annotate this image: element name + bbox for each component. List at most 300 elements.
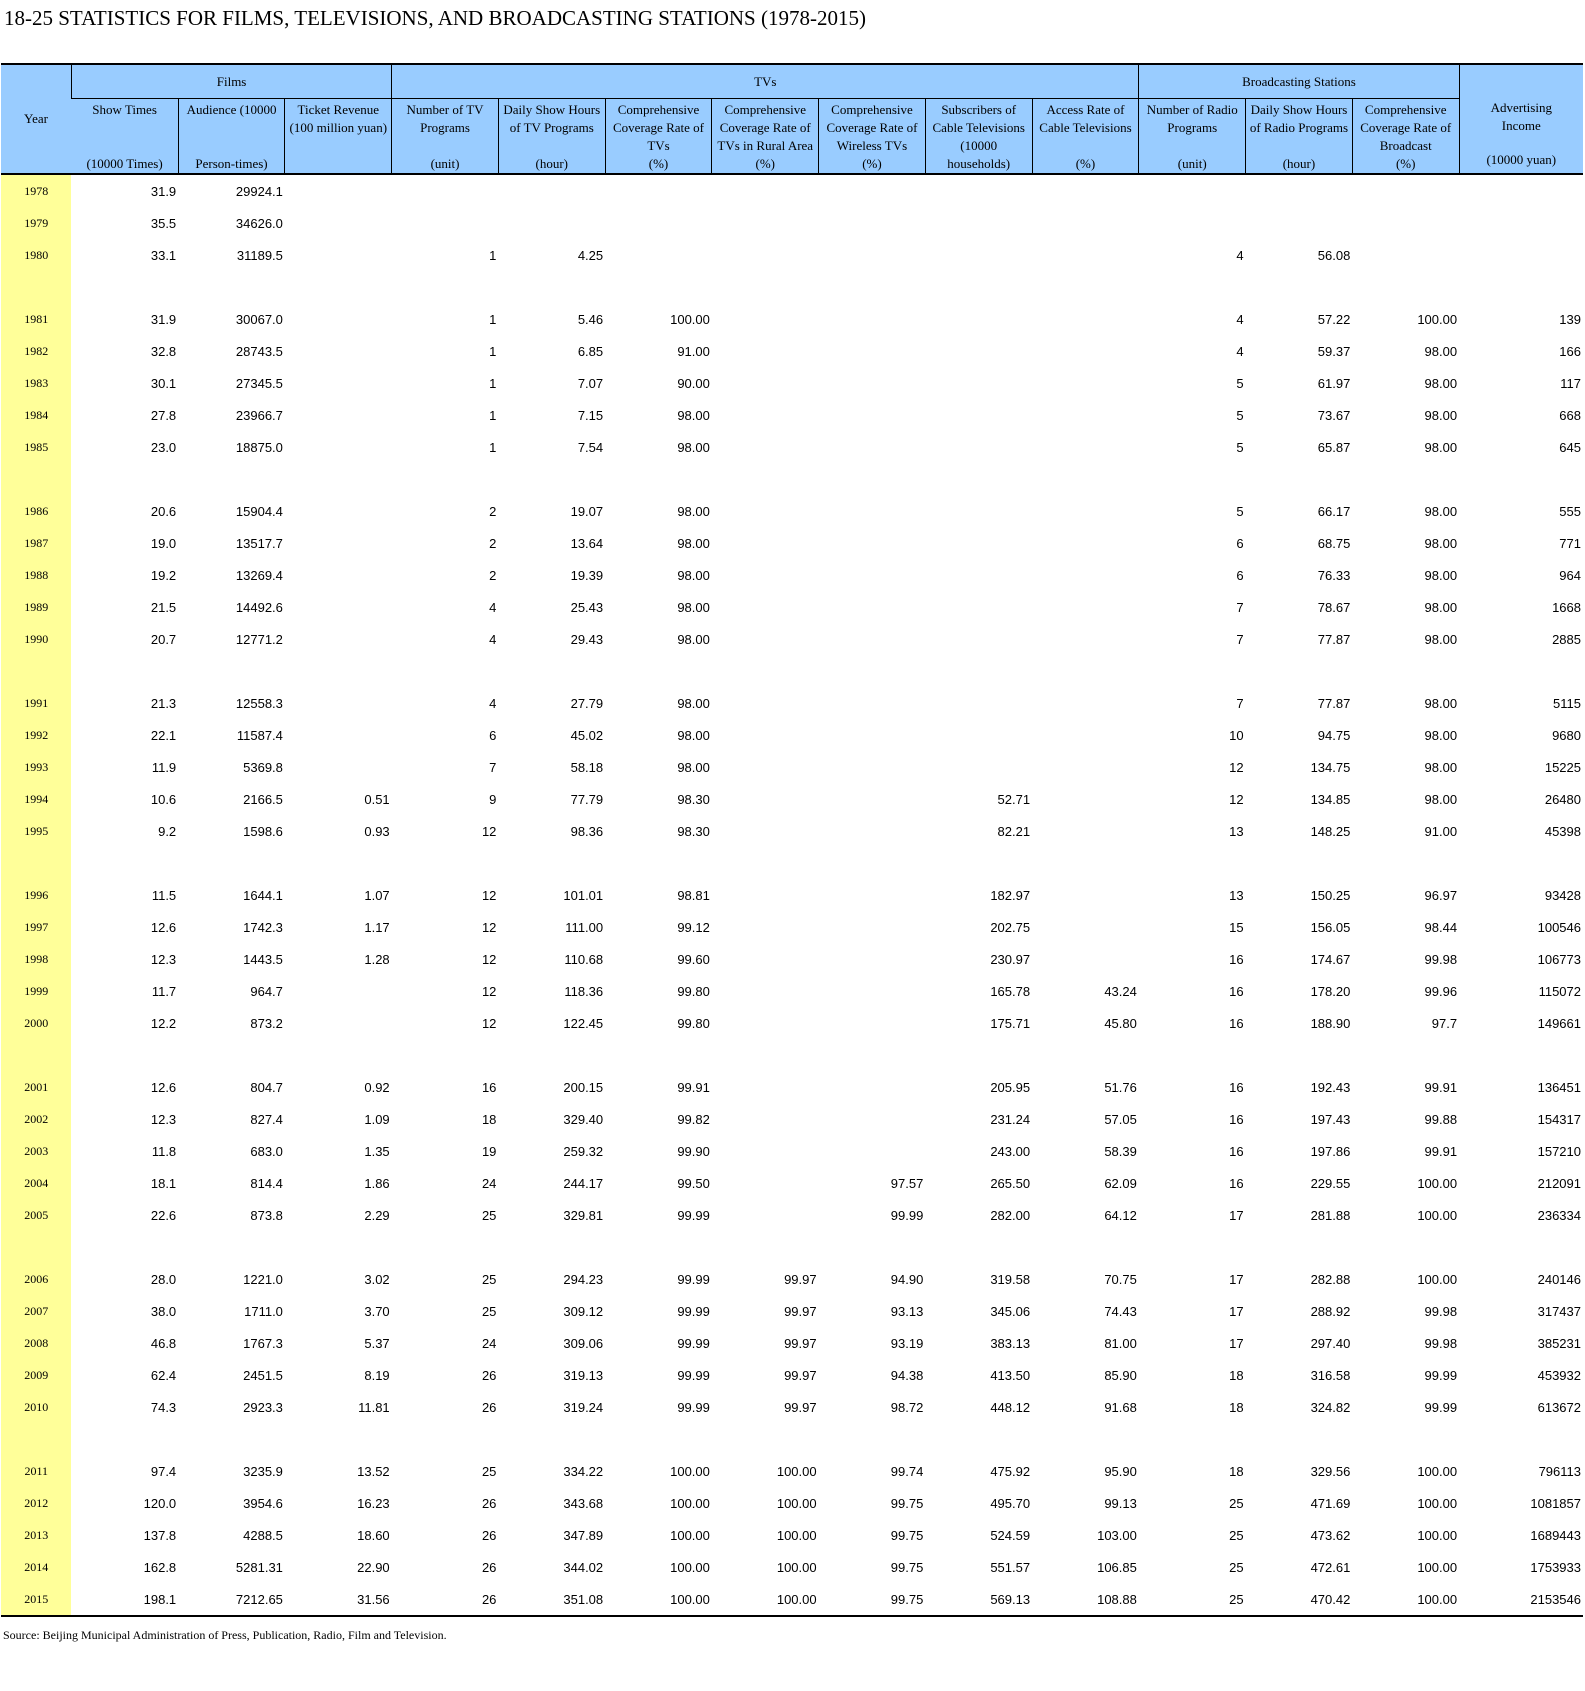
table-cell — [1246, 1039, 1353, 1071]
table-cell: 12.3 — [150, 1111, 177, 1127]
table-cell: 98.00 — [677, 407, 710, 423]
table-cell — [819, 1231, 926, 1263]
table-cell: 98.00 — [677, 439, 710, 455]
table-cell: 99.88 — [1424, 1111, 1458, 1127]
year-header: Year — [1, 64, 71, 174]
table-cell: 475.92 — [990, 1463, 1031, 1479]
table-cell: 188.90 — [1310, 1015, 1351, 1031]
table-cell — [925, 527, 1032, 559]
table-cell — [925, 367, 1032, 399]
table-cell: 99.80 — [677, 1015, 710, 1031]
table-cell: 1.07 — [364, 887, 390, 903]
table-cell — [285, 1231, 392, 1263]
table-row — [1, 591, 1583, 623]
table-cell — [1459, 207, 1583, 239]
table-cell — [178, 655, 285, 687]
table-cell: 13517.7 — [235, 535, 283, 551]
table-cell: 231.24 — [990, 1111, 1031, 1127]
advertising-income-header — [1459, 64, 1583, 174]
table-cell: 100.00 — [776, 1495, 817, 1511]
table-cell: 30067.0 — [235, 311, 283, 327]
table-row — [1, 1327, 1583, 1359]
spacer-row — [1, 1423, 1583, 1455]
table-cell: 98.00 — [1424, 599, 1458, 615]
table-cell: 964 — [1559, 567, 1581, 583]
year-cell: 2015 — [1, 1583, 71, 1616]
table-cell: 78.67 — [1317, 599, 1351, 615]
table-cell: 4.25 — [577, 247, 604, 263]
table-row — [1, 303, 1583, 335]
table-cell: 68.75 — [1317, 535, 1351, 551]
table-cell: 24 — [481, 1335, 497, 1351]
table-cell — [1352, 847, 1459, 879]
table-cell: 64.12 — [1104, 1207, 1137, 1223]
table-cell: 98.00 — [677, 503, 710, 519]
table-cell — [1032, 847, 1139, 879]
table-cell: 344.02 — [563, 1559, 604, 1575]
year-cell: 1989 — [1, 591, 71, 623]
table-row — [1, 399, 1583, 431]
table-cell — [925, 655, 1032, 687]
table-cell — [925, 174, 1032, 207]
column-header — [1246, 99, 1353, 175]
table-cell: 94.75 — [1317, 727, 1351, 743]
table-row — [1, 687, 1583, 719]
table-cell: 57.22 — [1317, 311, 1351, 327]
table-cell: 453932 — [1537, 1367, 1581, 1383]
column-header — [285, 99, 392, 175]
year-cell: 1982 — [1, 335, 71, 367]
table-cell — [1032, 943, 1139, 975]
table-cell: 98.00 — [1424, 567, 1458, 583]
table-cell: 244.17 — [563, 1175, 604, 1191]
table-cell: 1711.0 — [244, 1303, 283, 1319]
table-cell — [1032, 174, 1139, 207]
table-cell: 157210 — [1537, 1143, 1581, 1159]
table-cell: 683.0 — [250, 1143, 283, 1159]
table-cell: 27.8 — [150, 407, 177, 423]
table-cell: 74.3 — [150, 1399, 177, 1415]
table-cell: 62.09 — [1104, 1175, 1137, 1191]
table-cell: 150.25 — [1310, 887, 1351, 903]
table-cell: 65.87 — [1317, 439, 1351, 455]
table-cell: 5 — [1236, 503, 1244, 519]
table-cell — [285, 527, 392, 559]
table-cell: 6.85 — [577, 343, 604, 359]
table-cell: 99.98 — [1424, 1335, 1458, 1351]
table-cell: 329.56 — [1310, 1463, 1351, 1479]
table-cell: 9 — [489, 791, 497, 807]
column-header-unit: (unit) — [430, 156, 460, 171]
table-cell: 95.90 — [1104, 1463, 1137, 1479]
table-cell — [1032, 303, 1139, 335]
table-cell: 21.5 — [150, 599, 177, 615]
table-cell: 98.00 — [1424, 407, 1458, 423]
table-cell — [819, 751, 926, 783]
table-cell: 413.50 — [990, 1367, 1031, 1383]
table-cell — [712, 847, 819, 879]
table-row — [1, 751, 1583, 783]
column-header-label: Audience (10000 — [186, 102, 277, 117]
table-cell: 99.97 — [784, 1335, 817, 1351]
table-cell: 230.97 — [990, 951, 1031, 967]
table-cell: 98.36 — [570, 823, 604, 839]
table-cell — [498, 174, 605, 207]
table-cell: 12 — [481, 919, 497, 935]
table-cell: 16 — [1229, 951, 1244, 967]
table-cell: 613672 — [1537, 1399, 1581, 1415]
table-cell — [71, 655, 178, 687]
column-header — [178, 99, 285, 175]
tvs-group-header: TVs — [392, 64, 1139, 99]
table-cell: 6 — [1236, 535, 1244, 551]
table-cell: 551.57 — [990, 1559, 1031, 1575]
table-cell: 25 — [481, 1207, 497, 1223]
table-row — [1, 367, 1583, 399]
table-cell: 99.97 — [784, 1303, 817, 1319]
table-cell: 0.93 — [364, 823, 390, 839]
table-cell: 31.9 — [150, 183, 177, 199]
table-cell: 98.00 — [1424, 439, 1458, 455]
table-cell: 154317 — [1537, 1111, 1581, 1127]
table-cell — [1352, 174, 1459, 207]
table-cell — [925, 207, 1032, 239]
table-row — [1, 1359, 1583, 1391]
table-cell: 28.0 — [150, 1271, 177, 1287]
year-cell: 2000 — [1, 1007, 71, 1039]
table-cell — [605, 847, 712, 879]
table-cell — [392, 847, 499, 879]
table-cell: 18 — [1229, 1367, 1244, 1383]
table-cell — [1032, 1039, 1139, 1071]
table-cell: 98.00 — [677, 727, 710, 743]
table-cell: 100.00 — [1417, 1527, 1458, 1543]
table-cell: 94.90 — [890, 1271, 924, 1287]
table-cell — [285, 1423, 392, 1455]
table-cell: 99.99 — [1424, 1367, 1458, 1383]
table-cell — [925, 239, 1032, 271]
table-cell — [605, 271, 712, 303]
table-cell — [285, 591, 392, 623]
table-cell: 22.1 — [150, 727, 177, 743]
table-row — [1, 1455, 1583, 1487]
table-cell — [712, 1135, 819, 1167]
table-cell — [71, 1039, 178, 1071]
table-cell — [712, 943, 819, 975]
table-cell — [1139, 207, 1246, 239]
table-cell — [819, 815, 926, 847]
table-cell: 99.99 — [677, 1399, 710, 1415]
column-header-unit: (hour) — [535, 156, 569, 171]
table-cell: 12771.2 — [235, 631, 283, 647]
year-cell: 1999 — [1, 975, 71, 1007]
year-cell — [1, 463, 71, 495]
table-cell: 20.7 — [150, 631, 177, 647]
table-cell — [1032, 431, 1139, 463]
table-cell — [392, 655, 499, 687]
table-cell — [178, 1423, 285, 1455]
table-cell: 3954.6 — [243, 1495, 283, 1511]
table-cell: 25 — [1229, 1495, 1244, 1511]
table-cell: 99.99 — [677, 1271, 710, 1287]
table-cell — [498, 271, 605, 303]
table-cell: 1 — [489, 311, 497, 327]
table-cell — [1139, 271, 1246, 303]
table-cell — [819, 495, 926, 527]
table-cell — [1032, 495, 1139, 527]
table-cell: 16 — [1229, 1111, 1244, 1127]
table-cell — [285, 335, 392, 367]
table-cell: 99.75 — [890, 1527, 924, 1543]
table-cell: 198.1 — [71, 1583, 178, 1616]
table-cell: 12.3 — [150, 951, 177, 967]
table-cell: 7 — [1236, 599, 1244, 615]
year-cell: 1984 — [1, 399, 71, 431]
table-cell: 6 — [489, 727, 497, 743]
table-cell — [819, 239, 926, 271]
table-cell — [1032, 911, 1139, 943]
table-cell: 100.00 — [1417, 311, 1458, 327]
table-cell: 5 — [1236, 439, 1244, 455]
table-cell — [285, 975, 392, 1007]
table-cell — [605, 1039, 712, 1071]
table-cell — [1352, 463, 1459, 495]
table-cell: 99.90 — [677, 1143, 710, 1159]
table-cell: 309.06 — [563, 1335, 604, 1351]
table-cell: 12 — [1229, 791, 1244, 807]
table-cell — [178, 1039, 285, 1071]
table-cell: 26 — [481, 1367, 497, 1383]
table-row — [1, 1583, 1583, 1616]
table-cell — [819, 687, 926, 719]
table-row — [1, 1007, 1583, 1039]
table-cell: 90.00 — [677, 375, 710, 391]
table-cell: 16 — [1229, 1015, 1244, 1031]
year-cell: 1988 — [1, 559, 71, 591]
table-cell: 1.17 — [364, 919, 390, 935]
table-cell: 25 — [1229, 1527, 1244, 1543]
year-cell: 2005 — [1, 1199, 71, 1231]
table-cell: 2451.5 — [243, 1367, 283, 1383]
table-cell: 99.74 — [890, 1463, 924, 1479]
table-cell: 165.78 — [990, 983, 1031, 999]
column-header — [819, 99, 926, 175]
table-cell — [392, 1231, 499, 1263]
table-cell: 96.97 — [1424, 887, 1458, 903]
table-cell — [819, 943, 926, 975]
table-cell — [605, 239, 712, 271]
table-cell — [1032, 239, 1139, 271]
column-header-label: Comprehensive Coverage Rate of Broadcast — [1360, 102, 1452, 153]
table-cell: 495.70 — [990, 1495, 1031, 1511]
table-cell: 12 — [481, 1015, 497, 1031]
table-cell: 1 — [489, 343, 497, 359]
column-header — [605, 99, 712, 175]
year-cell — [1, 847, 71, 879]
table-cell: 100.00 — [605, 1583, 712, 1616]
column-header-label: Ticket Revenue (100 million yuan) — [289, 102, 388, 135]
table-cell — [285, 463, 392, 495]
table-cell: 99.91 — [1424, 1143, 1458, 1159]
table-cell: 25 — [481, 1271, 497, 1287]
table-cell: 34626.0 — [235, 215, 283, 231]
table-cell: 59.37 — [1317, 343, 1351, 359]
table-row — [1, 623, 1583, 655]
year-cell: 1985 — [1, 431, 71, 463]
table-cell: 98.00 — [1424, 791, 1458, 807]
table-cell: 25 — [481, 1463, 497, 1479]
table-cell — [819, 911, 926, 943]
table-cell: 98.00 — [1424, 535, 1458, 551]
table-cell — [712, 271, 819, 303]
table-cell: 56.08 — [1317, 247, 1351, 263]
table-cell — [819, 207, 926, 239]
year-cell: 1992 — [1, 719, 71, 751]
column-header-unit: (10000 Times) — [86, 156, 163, 171]
table-cell: 5115 — [1553, 695, 1581, 711]
table-cell: 319.58 — [990, 1271, 1031, 1287]
table-cell — [819, 303, 926, 335]
table-cell: 99.99 — [890, 1207, 924, 1223]
table-cell: 100.00 — [670, 311, 710, 327]
table-cell: 100.00 — [776, 1559, 817, 1575]
table-cell: 98.00 — [1424, 695, 1458, 711]
table-cell: 81.00 — [1104, 1335, 1137, 1351]
table-cell: 100.00 — [712, 1583, 819, 1616]
table-cell — [712, 527, 819, 559]
table-cell — [712, 559, 819, 591]
table-cell: 66.17 — [1317, 503, 1351, 519]
table-cell: 99.97 — [784, 1271, 817, 1287]
table-cell: 12558.3 — [235, 695, 283, 711]
table-cell — [285, 239, 392, 271]
year-cell — [1, 271, 71, 303]
column-header-label: Show Times — [92, 102, 157, 117]
column-header-unit: households) — [947, 156, 1011, 171]
table-cell: 473.62 — [1310, 1527, 1351, 1543]
table-cell — [285, 399, 392, 431]
table-cell — [819, 591, 926, 623]
table-cell: 174.67 — [1310, 951, 1351, 967]
table-cell — [1139, 1231, 1246, 1263]
table-cell: 11.5 — [151, 887, 177, 903]
table-cell: 243.00 — [990, 1143, 1031, 1159]
table-cell: 99.75 — [819, 1583, 926, 1616]
table-cell — [1459, 271, 1583, 303]
table-row — [1, 335, 1583, 367]
table-cell: 1.09 — [364, 1111, 390, 1127]
table-cell — [712, 1423, 819, 1455]
table-cell: 265.50 — [990, 1175, 1031, 1191]
table-cell: 345.06 — [990, 1303, 1031, 1319]
table-cell — [712, 495, 819, 527]
table-cell — [925, 271, 1032, 303]
year-cell: 1998 — [1, 943, 71, 975]
table-cell: 94.38 — [890, 1367, 924, 1383]
table-cell — [1032, 527, 1139, 559]
year-cell: 2008 — [1, 1327, 71, 1359]
table-cell: 383.13 — [990, 1335, 1031, 1351]
table-cell: 38.0 — [150, 1303, 177, 1319]
table-cell: 115072 — [1538, 983, 1581, 999]
table-cell: 1081857 — [1530, 1495, 1581, 1511]
column-header — [498, 99, 605, 175]
table-cell: 12 — [481, 887, 497, 903]
table-cell: 7 — [1236, 695, 1244, 711]
table-cell: 288.92 — [1310, 1303, 1351, 1319]
table-cell — [1459, 1231, 1583, 1263]
table-cell — [819, 1039, 926, 1071]
table-cell: 73.67 — [1317, 407, 1351, 423]
table-cell: 134.85 — [1310, 791, 1351, 807]
table-row — [1, 1103, 1583, 1135]
table-cell — [925, 623, 1032, 655]
table-cell — [1032, 655, 1139, 687]
table-cell: 351.08 — [498, 1583, 605, 1616]
table-cell: 18 — [1229, 1463, 1244, 1479]
table-cell: 31.56 — [285, 1583, 392, 1616]
table-cell: 814.4 — [250, 1175, 283, 1191]
table-cell: 97.7 — [1431, 1015, 1458, 1031]
table-cell: 26 — [481, 1527, 497, 1543]
table-cell: 200.15 — [563, 1079, 604, 1095]
table-cell: 99.80 — [677, 983, 710, 999]
table-cell: 101.01 — [563, 887, 604, 903]
table-cell: 7.07 — [577, 375, 604, 391]
table-cell — [605, 463, 712, 495]
table-cell: 16 — [481, 1079, 497, 1095]
table-cell — [819, 975, 926, 1007]
table-cell: 100.00 — [776, 1463, 817, 1479]
spacer-row — [1, 655, 1583, 687]
year-cell: 2002 — [1, 1103, 71, 1135]
table-cell: 0.51 — [364, 791, 390, 807]
table-cell: 4 — [489, 599, 497, 615]
year-cell: 2007 — [1, 1295, 71, 1327]
table-cell: 347.89 — [563, 1527, 604, 1543]
table-cell — [392, 207, 499, 239]
spacer-row — [1, 463, 1583, 495]
table-cell — [285, 1039, 392, 1071]
table-cell: 139 — [1559, 311, 1581, 327]
table-cell: 18.1 — [150, 1175, 177, 1191]
table-cell: 110.68 — [564, 951, 604, 967]
column-header-label: Comprehensive Coverage Rate of Wireless TVs — [826, 102, 918, 153]
table-cell — [712, 687, 819, 719]
table-cell: 30.1 — [150, 375, 177, 391]
table-cell: 0.92 — [364, 1079, 390, 1095]
table-cell: 1 — [489, 375, 497, 391]
table-cell — [712, 1167, 819, 1199]
table-cell — [285, 303, 392, 335]
table-cell — [712, 1231, 819, 1263]
year-cell: 1993 — [1, 751, 71, 783]
table-cell — [712, 463, 819, 495]
table-cell: 35.5 — [150, 215, 177, 231]
table-header — [1, 64, 1583, 174]
table-cell: 316.58 — [1310, 1367, 1351, 1383]
year-cell: 1986 — [1, 495, 71, 527]
table-cell: 33.1 — [150, 247, 177, 263]
table-cell: 524.59 — [990, 1527, 1031, 1543]
year-cell: 1997 — [1, 911, 71, 943]
table-cell — [712, 1199, 819, 1231]
table-cell — [498, 207, 605, 239]
table-cell: 13 — [1229, 823, 1244, 839]
column-header-label: Subscribers of Cable Televisions (10000 — [932, 102, 1025, 153]
table-cell: 16 — [1229, 1143, 1244, 1159]
table-cell: 122.45 — [563, 1015, 604, 1031]
